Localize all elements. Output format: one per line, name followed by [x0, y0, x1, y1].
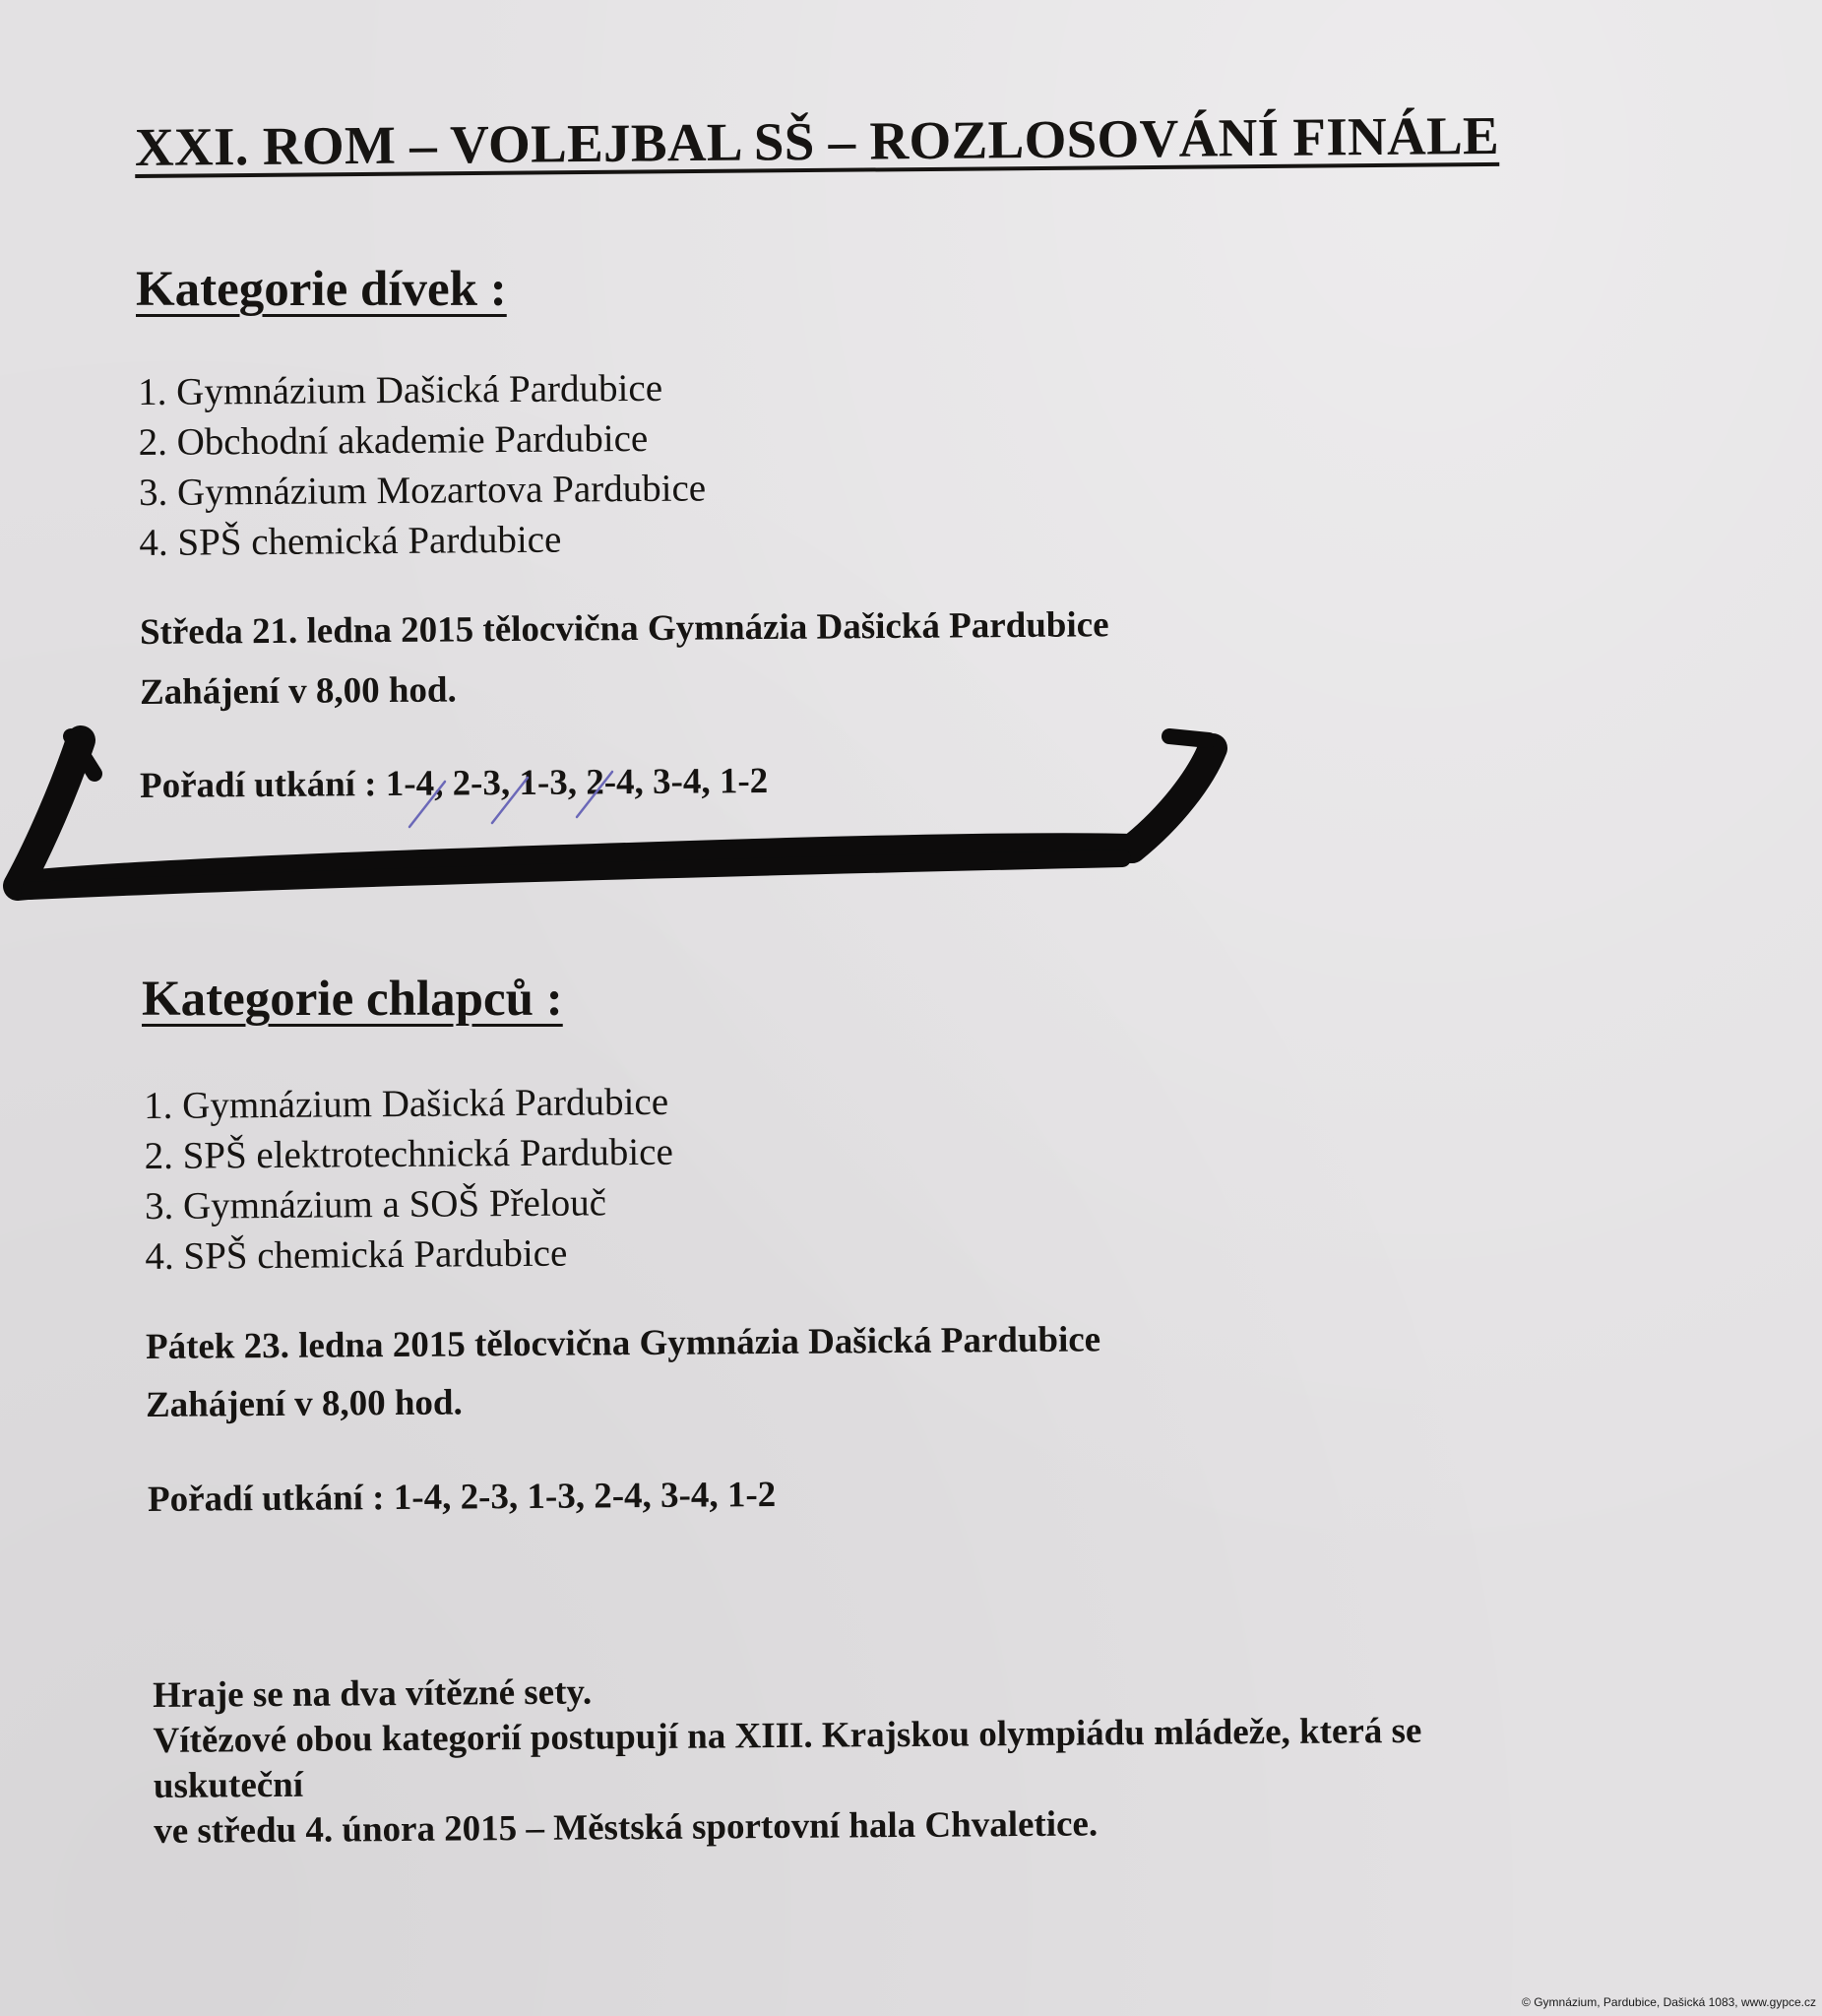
footer-line: ve středu 4. února 2015 – Městská sportovní hala Chvaletice. [154, 1803, 1099, 1852]
copyright-notice: © Gymnázium, Pardubice, Dašická 1083, www.gypce.cz [1522, 1995, 1816, 2009]
girls-start-line: Zahájení v 8,00 hod. [139, 669, 457, 713]
boys-team-item: 2. SPŠ elektrotechnická Pardubice [144, 1130, 673, 1177]
girls-team-item: 2. Obchodní akademie Pardubice [138, 416, 649, 464]
boys-team-item: 1. Gymnázium Dašická Pardubice [144, 1080, 669, 1127]
boys-team-item: 3. Gymnázium a SOŠ Přelouč [144, 1181, 607, 1228]
girls-date-line: Středa 21. ledna 2015 tělocvična Gymnázia Dašická Pardubice [139, 604, 1109, 653]
boys-date-line: Pátek 23. ledna 2015 tělocvična Gymnázia Dašická Pardubice [145, 1319, 1101, 1367]
marker-left-tip [71, 736, 94, 774]
girls-team-list [138, 362, 707, 568]
footer-line: Vítězové obou kategorií postupují na XIII. Krajskou olympiádu mládeže, která se [153, 1710, 1422, 1761]
boys-team-list [144, 1077, 674, 1282]
girls-category-heading: Kategorie dívek : [136, 262, 507, 317]
marker-bracket-edge [30, 858, 1122, 891]
girls-match-order-line: Pořadí utkání : 1-4, 2-3, 1-3, 2-4, 3-4, 1-2 [139, 760, 769, 806]
marker-right-tip [1169, 736, 1209, 740]
girls-team-item: 4. SPŠ chemická Pardubice [139, 518, 562, 564]
boys-match-order-line: Pořadí utkání : 1-4, 2-3, 1-3, 2-4, 3-4, 1-2 [147, 1474, 777, 1520]
girls-team-item: 3. Gymnázium Mozartova Pardubice [138, 467, 707, 514]
footer-line: uskuteční [153, 1764, 304, 1806]
girls-team-item: 1. Gymnázium Dašická Pardubice [138, 366, 663, 413]
footer-notes [153, 1664, 1422, 1855]
footer-line: Hraje se na dva vítězné sety. [153, 1671, 593, 1716]
boys-category-heading: Kategorie chlapců : [142, 972, 563, 1027]
boys-start-line: Zahájení v 8,00 hod. [145, 1382, 463, 1425]
document-title: XXI. ROM – VOLEJBAL SŠ – ROZLOSOVÁNÍ FINÁLE [134, 104, 1500, 177]
boys-team-item: 4. SPŠ chemická Pardubice [145, 1231, 568, 1278]
